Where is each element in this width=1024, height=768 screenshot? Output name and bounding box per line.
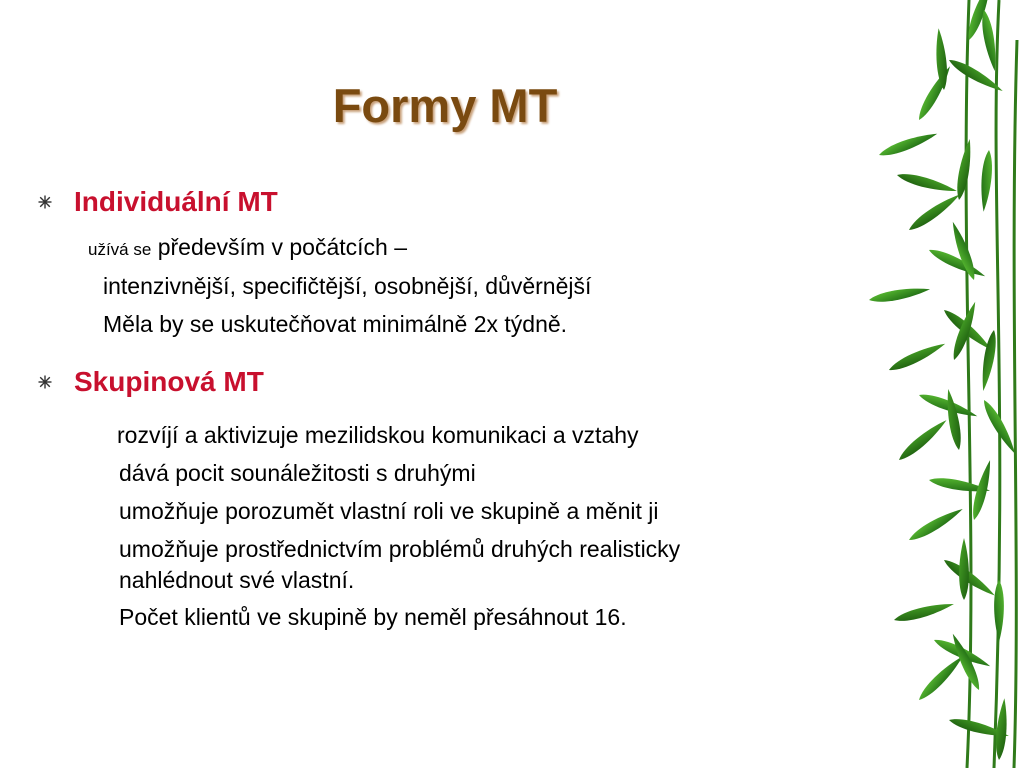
group-line-6: Počet klientů ve skupině by neměl přesáhnout 16. (119, 604, 627, 630)
section-heading-individual: Individuální MT (74, 186, 278, 217)
group-line-3: umožňuje porozumět vlastní roli ve skupině a měnit ji (119, 498, 659, 524)
section-heading-group: Skupinová MT (74, 366, 264, 397)
group-line-2: dává pocit sounáležitosti s druhými (119, 460, 476, 486)
star-burst-icon (38, 375, 52, 389)
bamboo-leaves-icon (849, 0, 1024, 768)
group-line-1: rozvíjí a aktivizuje mezilidskou komunikaci a vztahy (117, 422, 639, 448)
star-burst-icon (38, 195, 52, 209)
bullet-individual (38, 186, 278, 218)
group-line-4: umožňuje prostřednictvím problémů druhých realisticky (119, 536, 681, 562)
individual-line-2: intenzivnější, specifičtější, osobnější, důvěrnější (103, 273, 592, 299)
bullet-group (38, 366, 264, 398)
slide-title: Formy MT (332, 79, 558, 132)
individual-line-3: Měla by se uskutečňovat minimálně 2x týdně. (103, 311, 568, 337)
individual-line-1: užívá se především v počátcích – (88, 234, 407, 260)
group-line-5: nahlédnout své vlastní. (119, 567, 355, 593)
